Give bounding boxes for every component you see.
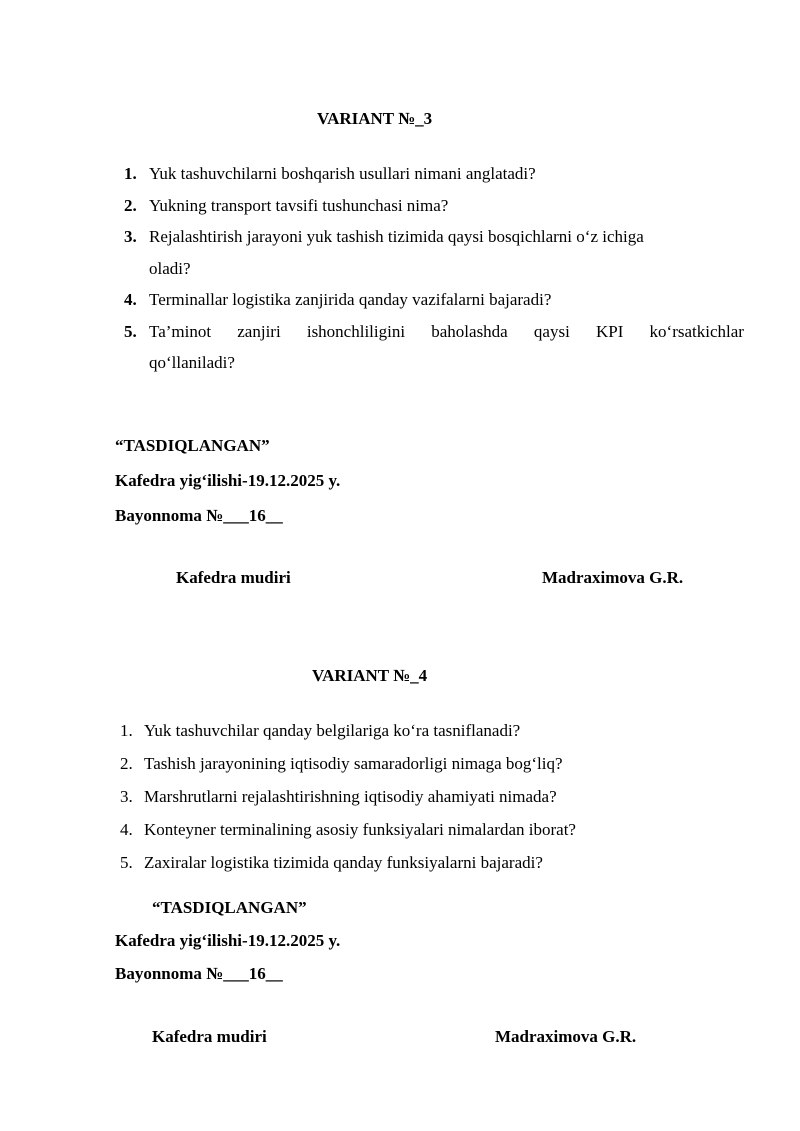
question-text: Yuk tashuvchilarni boshqarish usullari nimani anglatadi? — [149, 164, 536, 183]
protocol-line: Bayonnoma №___16__ — [115, 506, 283, 525]
word: KPI — [595, 321, 624, 341]
list-item — [116, 747, 756, 780]
list-item — [120, 284, 744, 316]
list-item — [116, 780, 756, 813]
list-item — [120, 221, 744, 284]
variant-4-question-list — [116, 714, 756, 879]
word: zanjiri — [237, 321, 281, 341]
head-name: Madraximova G.R. — [542, 568, 684, 587]
protocol-line: Bayonnoma №___16__ — [115, 964, 283, 983]
question-number: 3. — [120, 787, 133, 806]
question-text: Yukning transport tavsifi tushunchasi nima? — [149, 195, 449, 215]
question-text-line1: Rejalashtirish jarayoni yuk tashish tizimida qaysi bosqichlarni o‘z ichiga — [149, 227, 644, 246]
approved-label: “TASDIQLANGAN” — [152, 898, 307, 917]
variant-4-title: VARIANT №_4 — [312, 666, 428, 685]
question-number: 1. — [124, 164, 137, 183]
head-name: Madraximova G.R. — [495, 1027, 637, 1046]
question-text: Terminallar logistika zanjirida qanday vazifalarni bajaradi? — [149, 290, 552, 309]
question-number: 4. — [124, 290, 137, 309]
question-text: Tashish jarayonining iqtisodiy samaradorligi nimaga bog‘liq? — [144, 754, 563, 773]
question-number: 2. — [124, 195, 137, 215]
question-text: Marshrutlarni rejalashtirishning iqtisodiy ahamiyati nimada? — [144, 787, 557, 806]
approved-label: “TASDIQLANGAN” — [115, 436, 270, 455]
question-text-line2: oladi? — [149, 258, 191, 278]
question-number: 5. — [124, 321, 137, 341]
word: ishonchliligini — [306, 321, 406, 341]
list-item — [120, 316, 744, 379]
meeting-line: Kafedra yig‘ilishi-19.12.2025 y. — [115, 471, 341, 490]
variant-3-question-list — [120, 158, 744, 379]
question-text-line2: qo‘llaniladi? — [149, 353, 235, 372]
variant-3-title: VARIANT №_3 — [317, 109, 433, 128]
list-item — [120, 158, 744, 190]
question-number: 3. — [124, 227, 137, 246]
question-number: 2. — [120, 754, 133, 773]
word: ko‘rsatkichlar — [649, 321, 744, 341]
word: Ta’minot — [149, 321, 212, 341]
question-text: Konteyner terminalining asosiy funksiyalari nimalardan iborat? — [144, 820, 576, 839]
head-label: Kafedra mudiri — [176, 568, 291, 587]
list-item — [116, 846, 756, 879]
question-number: 1. — [120, 721, 133, 740]
list-item — [116, 813, 756, 846]
question-text: Zaxiralar logistika tizimida qanday funksiyalarni bajaradi? — [144, 853, 543, 872]
list-item — [116, 714, 756, 747]
question-number: 4. — [120, 820, 133, 839]
word: qaysi — [533, 321, 570, 341]
list-item — [120, 190, 744, 222]
question-number: 5. — [120, 853, 133, 872]
word: baholashda — [431, 321, 508, 341]
question-text-line1 — [149, 316, 744, 348]
head-label: Kafedra mudiri — [152, 1027, 267, 1046]
question-text: Yuk tashuvchilar qanday belgilariga ko‘ra tasniflanadi? — [144, 721, 521, 740]
meeting-line: Kafedra yig‘ilishi-19.12.2025 y. — [115, 931, 341, 950]
